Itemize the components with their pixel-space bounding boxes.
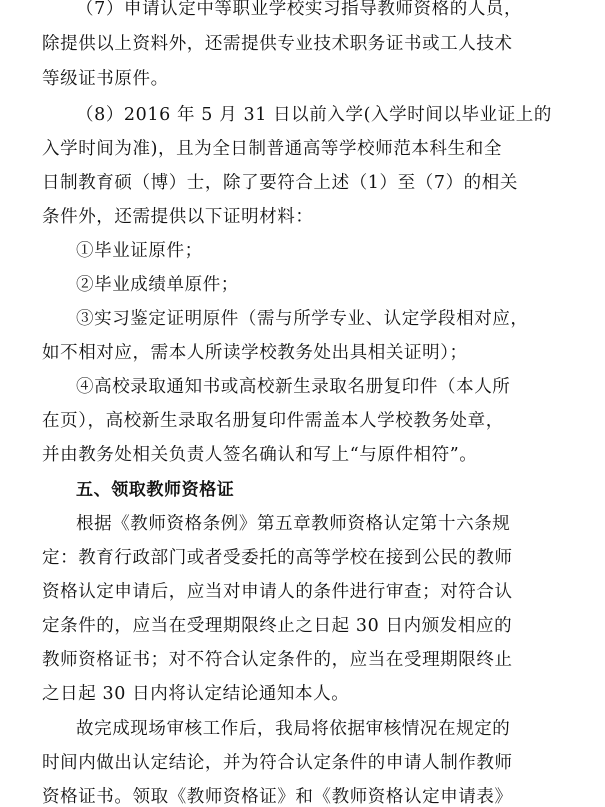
list-item-3-line-2: 如不相对应，需本人所读学校教务处出具相关证明）； bbox=[42, 343, 468, 363]
regulation-paragraph-line-2: 定：教育行政部门或者受委托的高等学校在接到公民的教师 bbox=[42, 548, 513, 568]
paragraph-7-line-1: （7）申请认定中等职业学校实习指导教师资格的人员， bbox=[76, 0, 523, 19]
paragraph-7-line-3: 等级证书原件。 bbox=[42, 69, 169, 89]
list-item-4-line-1: ④高校录取通知书或高校新生录取名册复印件（本人所 bbox=[76, 377, 511, 397]
list-item-2: ②毕业成绩单原件； bbox=[76, 275, 239, 295]
regulation-paragraph-line-1: 根据《教师资格条例》第五章教师资格认定第十六条规 bbox=[76, 514, 511, 534]
regulation-paragraph-line-6: 之日起 30 日内将认定结论通知本人。 bbox=[42, 684, 350, 704]
regulation-paragraph-line-4: 定条件的，应当在受理期限终止之日起 30 日内颁发相应的 bbox=[42, 616, 513, 636]
paragraph-8-line-1: （8）2016 年 5 月 31 日以前入学(入学时间以毕业证上的 bbox=[76, 105, 553, 125]
list-item-4-line-2: 在页），高校新生录取名册复印件需盖本人学校教务处章， bbox=[42, 411, 504, 431]
conclusion-paragraph-line-2: 时间内做出认定结论，并为符合认定条件的申请人制作教师 bbox=[42, 753, 513, 773]
paragraph-8-line-4: 条件外，还需提供以下证明材料： bbox=[42, 207, 314, 227]
list-item-3-line-1: ③实习鉴定证明原件（需与所学专业、认定学段相对应， bbox=[76, 309, 529, 329]
paragraph-7-line-2: 除提供以上资料外，还需提供专业技术职务证书或工人技术 bbox=[42, 34, 513, 54]
conclusion-paragraph-line-3: 资格证书。领取《教师资格证》和《教师资格认定申请表》 bbox=[42, 787, 513, 807]
list-item-4-line-3: 并由教务处相关负责人签名确认和写上“与原件相符”。 bbox=[42, 445, 478, 465]
paragraph-8-line-2: 入学时间为准)，且为全日制普通高等学校师范本科生和全 bbox=[42, 139, 502, 159]
section-heading: 五、领取教师资格证 bbox=[76, 480, 235, 500]
list-item-1: ①毕业证原件； bbox=[76, 241, 203, 261]
regulation-paragraph-line-3: 资格认定申请后，应当对申请人的条件进行审查；对符合认 bbox=[42, 582, 513, 602]
paragraph-8-line-3: 日制教育硕（博）士，除了要符合上述（1）至（7）的相关 bbox=[42, 173, 518, 193]
regulation-paragraph-line-5: 教师资格证书；对不符合认定条件的，应当在受理期限终止 bbox=[42, 650, 513, 670]
conclusion-paragraph-line-1: 故完成现场审核工作后，我局将依据审核情况在规定的 bbox=[76, 719, 511, 739]
